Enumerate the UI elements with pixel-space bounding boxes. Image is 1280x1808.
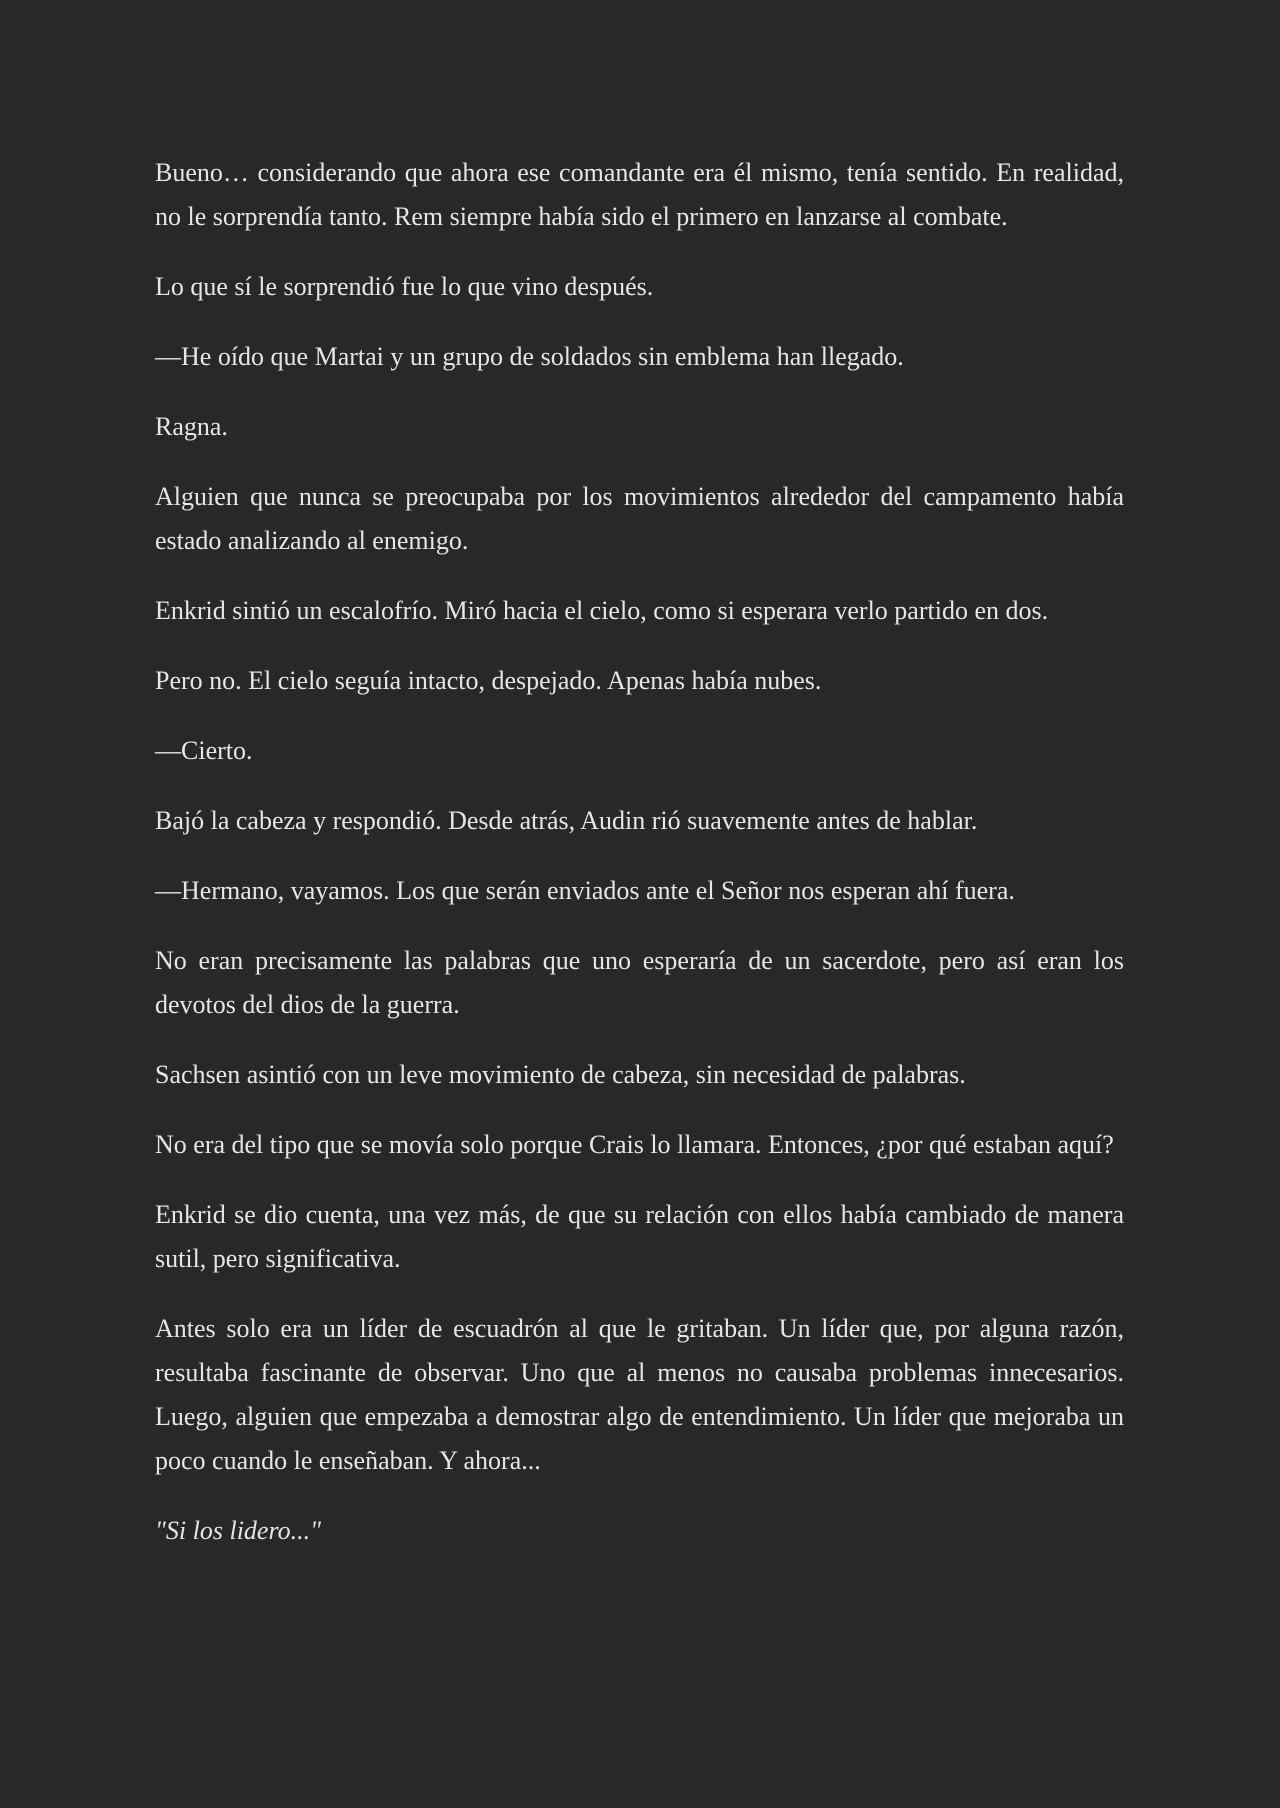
paragraph: Bueno… considerando que ahora ese comandante era él mismo, tenía sentido. En realidad, no le sorprendía tanto. Rem siempre había sido el primero en lanzarse al combate. [155, 158, 1124, 231]
paragraph: Lo que sí le sorprendió fue lo que vino después. [155, 272, 654, 301]
paragraph: —Cierto. [155, 736, 253, 765]
paragraph: Pero no. El cielo seguía intacto, despejado. Apenas había nubes. [155, 666, 822, 695]
paragraph: Bajó la cabeza y respondió. Desde atrás, Audin rió suavemente antes de hablar. [155, 806, 978, 835]
paragraph: Enkrid sintió un escalofrío. Miró hacia el cielo, como si esperara verlo partido en dos. [155, 596, 1049, 625]
paragraph: Alguien que nunca se preocupaba por los movimientos alrededor del campamento había estado analizando al enemigo. [155, 482, 1124, 555]
paragraph: Sachsen asintió con un leve movimiento de cabeza, sin necesidad de palabras. [155, 1060, 966, 1089]
paragraph: No era del tipo que se movía solo porque Crais lo llamara. Entonces, ¿por qué estaban aquí? [155, 1130, 1114, 1159]
paragraph: Antes solo era un líder de escuadrón al que le gritaban. Un líder que, por alguna razón, resultaba fascinante de observar. Uno que al menos no causaba problemas innecesarios. Luego, alguien que empezaba a demostrar algo de entendimiento. Un líder que mejoraba un poco cuando le enseñaban. Y ahora... [155, 1314, 1124, 1475]
italic-thought-paragraph: "Si los lidero..." [155, 1516, 322, 1545]
paragraph: No eran precisamente las palabras que uno esperaría de un sacerdote, pero así eran los devotos del dios de la guerra. [155, 946, 1124, 1019]
paragraph: Enkrid se dio cuenta, una vez más, de que su relación con ellos había cambiado de manera sutil, pero significativa. [155, 1200, 1124, 1273]
paragraph: Ragna. [155, 412, 228, 441]
paragraph: —He oído que Martai y un grupo de soldados sin emblema han llegado. [155, 342, 904, 371]
reader-content [155, 151, 1124, 1579]
paragraph: —Hermano, vayamos. Los que serán enviados ante el Señor nos esperan ahí fuera. [155, 876, 1015, 905]
